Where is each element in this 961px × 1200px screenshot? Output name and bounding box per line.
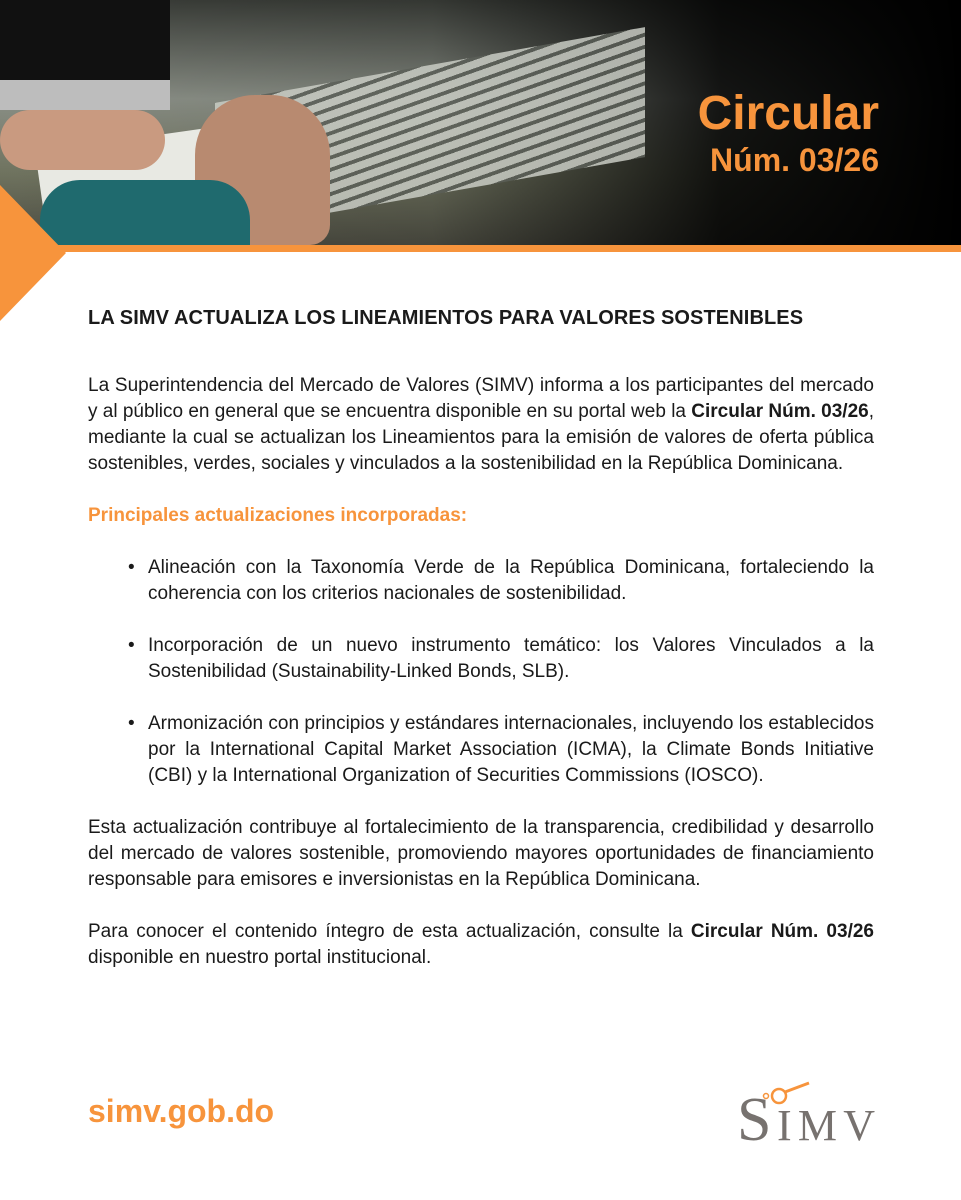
intro-paragraph <box>88 373 874 477</box>
list-item: • Incorporación de un nuevo instrumento temático: los Valores Vinculados a la Sostenibilidad (Sustainability-Linked Bonds, SLB). <box>128 633 874 685</box>
subheading: Principales actualizaciones incorporadas: <box>88 505 468 526</box>
svg-text:IMV: IMV <box>777 1101 875 1146</box>
orange-triangle <box>0 185 66 321</box>
updates-list <box>128 555 874 789</box>
circular-number: Núm. 03/26 <box>710 142 879 178</box>
article-body <box>88 305 874 997</box>
impact-paragraph: Esta actualización contribuye al fortalecimiento de la transparencia, credibilidad y desarrollo del mercado de valores sostenible, promoviendo mayores oportunidades de financiamiento responsable para emisores e inversionistas en la República Dominicana. <box>88 817 874 890</box>
header-banner-photo <box>0 0 961 247</box>
list-item: • Alineación con la Taxonomía Verde de la República Dominicana, fortaleciendo la coherencia con los criterios nacionales de sostenibilidad. <box>128 555 874 607</box>
intro-text: La Superintendencia del Mercado de Valores (SIMV) informa a los participantes del mercado y al público en general que se encuentra disponible en su portal web la <box>88 375 874 422</box>
circular-title <box>698 88 879 180</box>
circular-reference: Circular Núm. 03/26 <box>690 921 874 942</box>
sleeve-image <box>40 180 250 247</box>
closing-paragraph <box>88 919 874 971</box>
list-item: • Armonización con principios y estándares internacionales, incluyendo los establecidos por la International Capital Market Association (ICMA), la Climate Bonds Initiative (CBI) y la International Organization of Securities Commissions (IOSCO). <box>128 711 874 789</box>
svg-text:S: S <box>737 1086 772 1146</box>
intro-text: , mediante la cual se actualizan los Lineamientos para la emisión de valores de oferta pública sostenibles, verdes, sociales y vinculados a la sostenibilidad en la República Dominicana. <box>88 401 874 474</box>
simv-logo <box>737 1080 877 1146</box>
closing-text: Para conocer el contenido íntegro de esta actualización, consulte la <box>88 921 691 942</box>
hand-image <box>0 110 165 170</box>
website-link[interactable]: simv.gob.do <box>88 1093 275 1129</box>
laptop-image <box>0 0 170 110</box>
circular-reference: Circular Núm. 03/26 <box>691 401 869 422</box>
circular-label: Circular <box>697 87 879 140</box>
closing-text: disponible en nuestro portal institucional. <box>88 947 432 968</box>
headline: LA SIMV ACTUALIZA LOS LINEAMIENTOS PARA VALORES SOSTENIBLES <box>88 307 804 329</box>
orange-stripe <box>0 245 961 252</box>
